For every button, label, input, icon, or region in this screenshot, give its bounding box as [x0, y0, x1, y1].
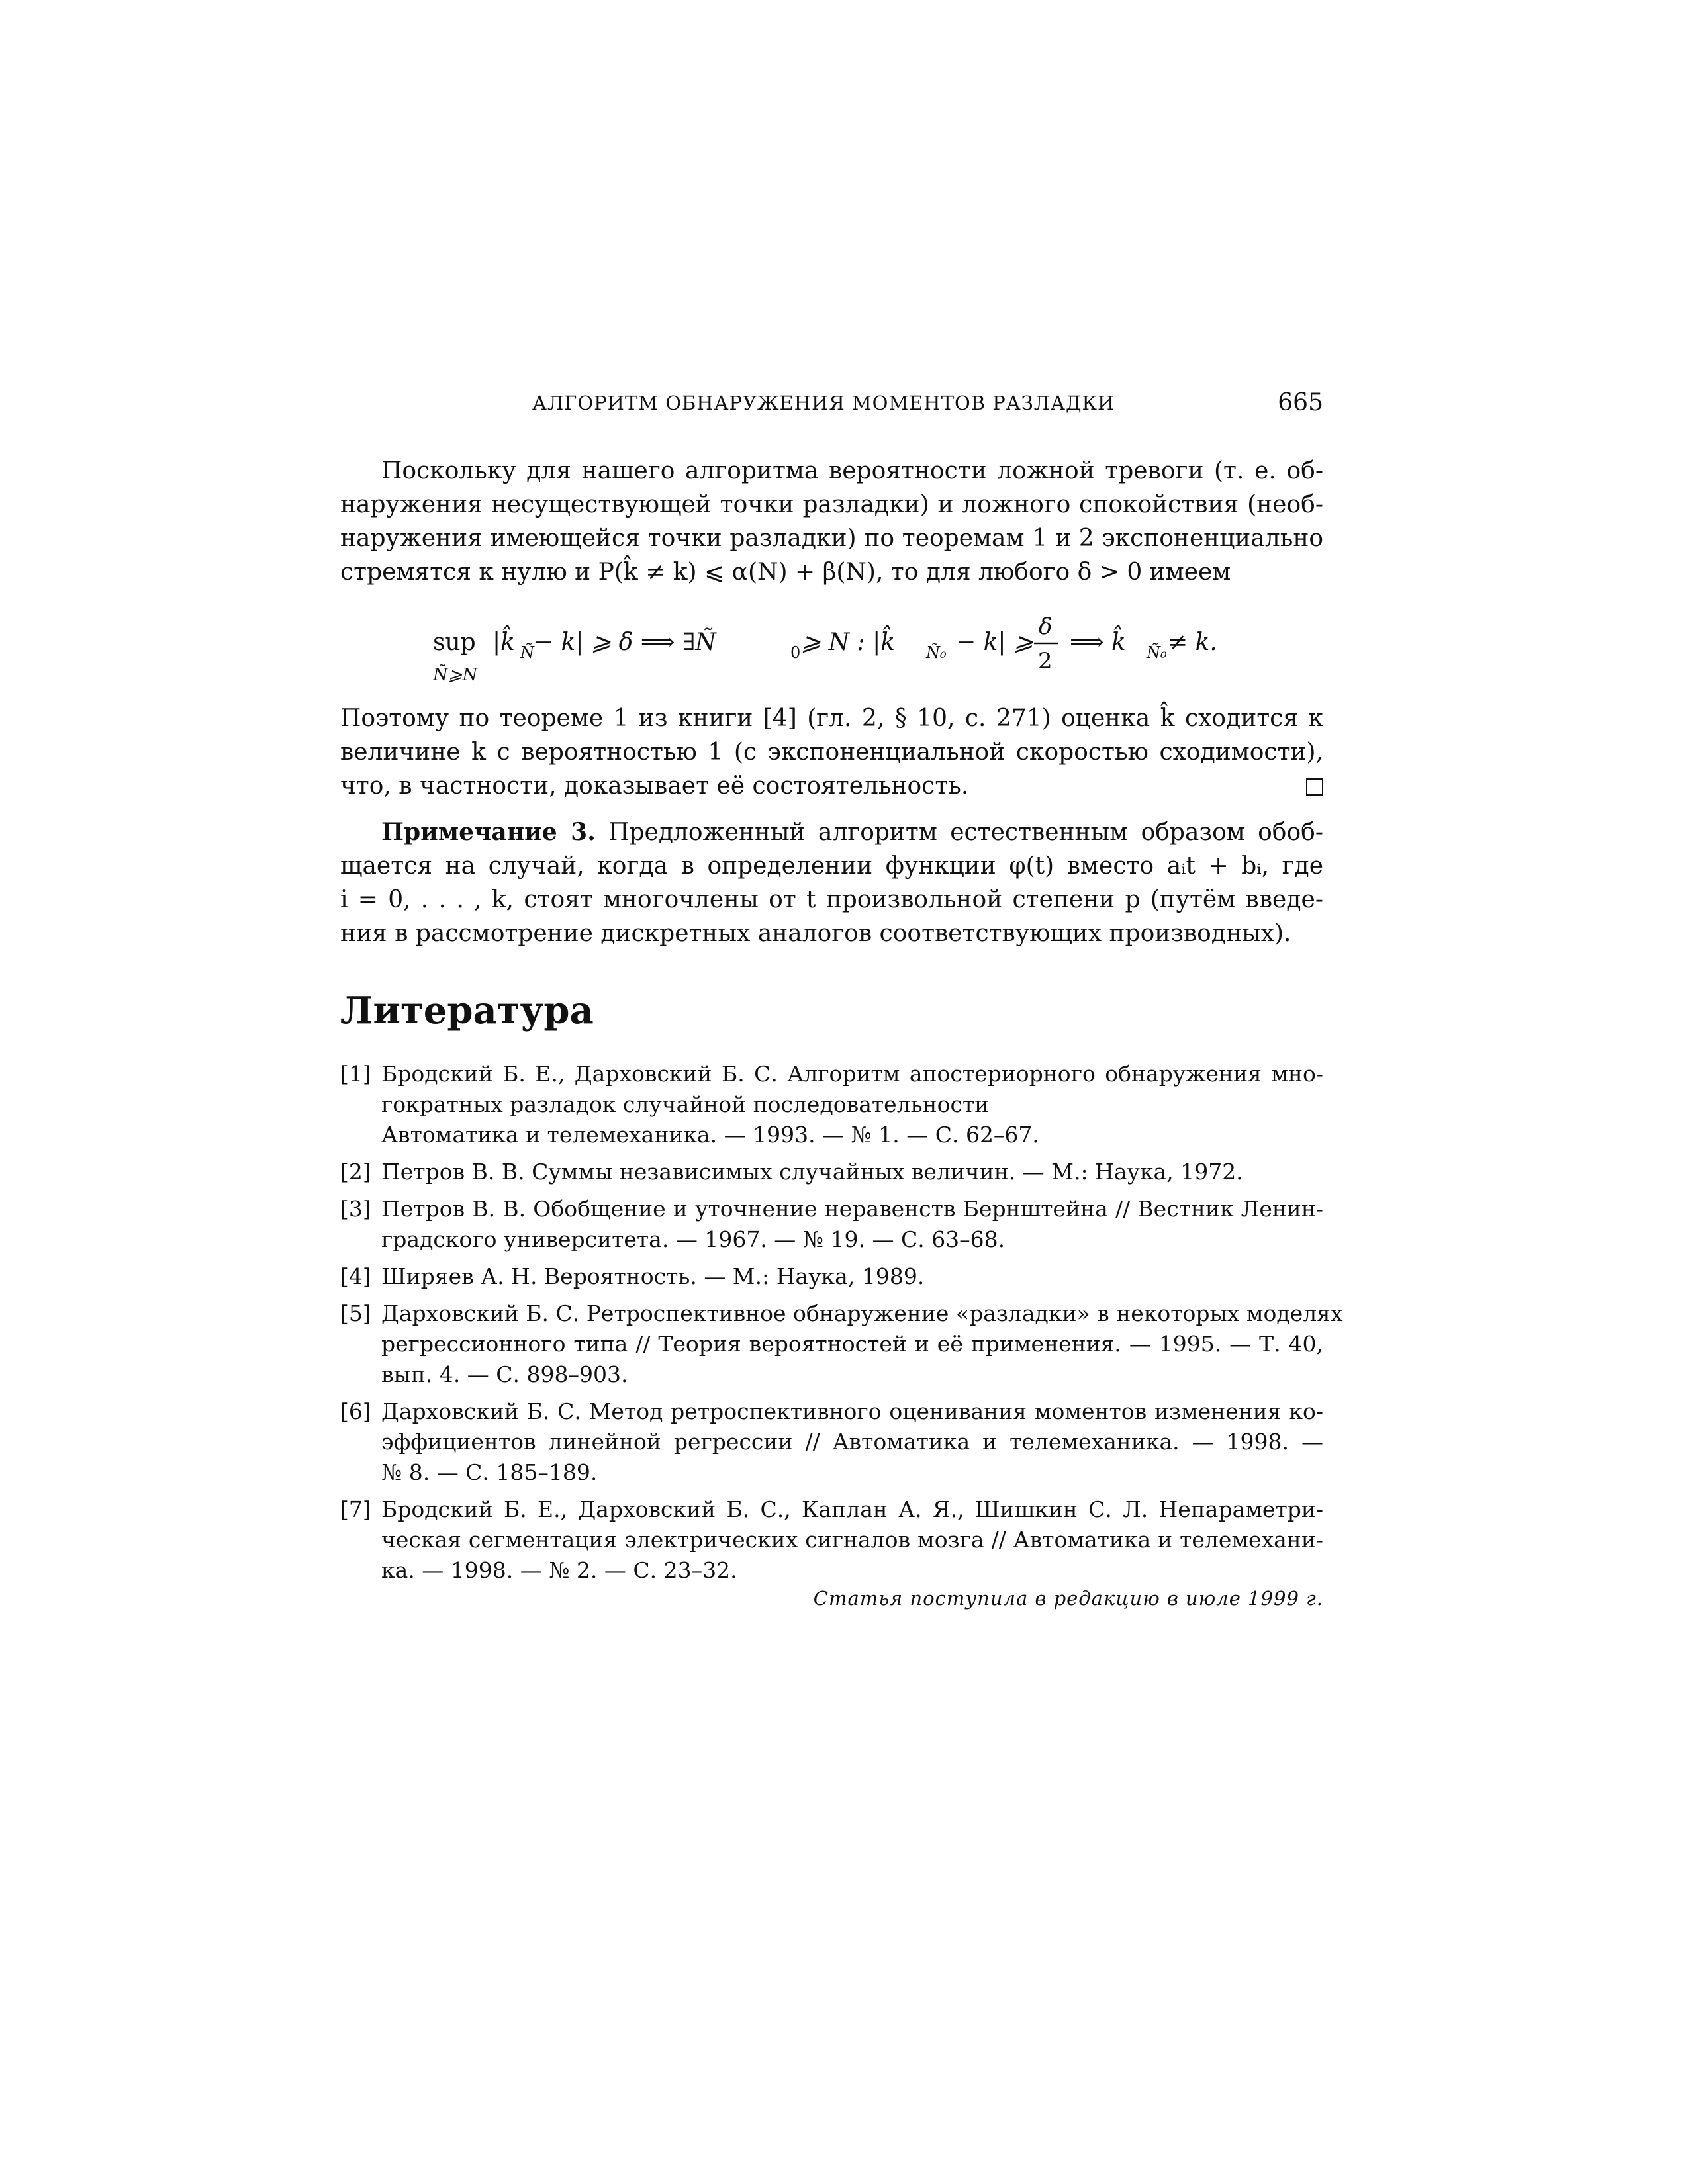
text-line: i = 0, . . . , k, стоят многочлены от t произвольной степени p (путём введе- — [340, 886, 1323, 913]
text-line: Поэтому по теореме 1 из книги [4] (гл. 2, § 10, с. 271) оценка k̂ сходится к — [340, 705, 1323, 732]
reference-line: эффициентов линейной регрессии // Автоматика и телемеханика. — 1998. — — [381, 1429, 1323, 1455]
remark-label: Примечание 3. — [381, 818, 596, 846]
reference-item — [340, 1157, 1323, 1187]
reference-number: [4] — [340, 1263, 371, 1289]
text-line: что, в частности, доказывает её состоятельность. — [340, 772, 969, 799]
formula-part: ≠ k. — [1168, 629, 1217, 656]
reference-line: Дарховский Б. С. Метод ретроспективного оценивания моментов изменения ко- — [381, 1398, 1323, 1424]
reference-text — [381, 1059, 1323, 1150]
text-line — [340, 815, 1323, 849]
remark-text: Предложенный алгоритм естественным образом обоб- — [595, 819, 1323, 846]
reference-number: [3] — [340, 1196, 371, 1222]
reference-text — [381, 1396, 1323, 1488]
paragraph-conclusion — [340, 702, 1323, 803]
text-line: стремятся к нулю и P(k̂ ≠ k) ⩽ α(N) + β(N), то для любого δ > 0 имеем — [340, 559, 1231, 586]
reference-number: [7] — [340, 1496, 371, 1522]
reference-line: Ширяев А. Н. Вероятность. — М.: Наука, 1989. — [381, 1263, 925, 1289]
formula-part: − k| ⩾ — [956, 629, 1034, 656]
formula-part: ⟹ k̂ — [1070, 629, 1126, 656]
reference-item — [340, 1396, 1323, 1488]
reference-number: [1] — [340, 1061, 371, 1087]
paragraph-text — [340, 815, 1323, 950]
reference-text — [381, 1298, 1343, 1390]
reference-line: Дарховский Б. С. Ретроспективное обнаружение «разладки» в некоторых моделях — [381, 1300, 1343, 1326]
reference-line: № 8. — С. 185–189. — [381, 1459, 598, 1485]
text-line: ния в рассмотрение дискретных аналогов соответствующих производных). — [340, 920, 1291, 947]
reference-line: ка. — 1998. — № 2. — С. 23–32. — [381, 1557, 737, 1583]
running-title: АЛГОРИТМ ОБНАРУЖЕНИЯ МОМЕНТОВ РАЗЛАДКИ — [532, 392, 1115, 414]
reference-item — [340, 1261, 1323, 1292]
qed-symbol — [1306, 778, 1323, 796]
reference-line: Бродский Б. Е., Дарховский Б. С., Каплан А. Я., Шишкин С. Л. Непараметри- — [381, 1496, 1323, 1522]
reference-number: [6] — [340, 1398, 371, 1424]
reference-number: [5] — [340, 1300, 371, 1326]
formula-subscript: 0 — [790, 643, 801, 662]
text-line: величине k с вероятностью 1 (с экспоненциальной скоростью сходимости), — [340, 739, 1323, 766]
fraction-denominator: 2 — [1038, 648, 1053, 674]
paragraph-text — [340, 702, 1323, 803]
reference-text — [381, 1194, 1323, 1255]
journal-page — [340, 0, 1343, 2184]
reference-line: регрессионного типа // Теория вероятностей и её применения. — 1995. — Т. 40, — [381, 1331, 1323, 1357]
received-date-note: Статья поступила в редакцию в июле 1999 г. — [813, 1587, 1323, 1610]
page-number: 665 — [1278, 389, 1323, 416]
text-line: Поскольку для нашего алгоритма вероятности ложной тревоги (т. е. об- — [381, 457, 1323, 484]
reference-item — [340, 1059, 1323, 1150]
reference-list — [340, 1059, 1343, 1592]
reference-line: Петров В. В. Суммы независимых случайных величин. — М.: Наука, 1972. — [381, 1159, 1243, 1185]
reference-line: гократных разладок случайной последовательности — [381, 1091, 990, 1117]
reference-item — [340, 1494, 1323, 1586]
reference-text — [381, 1494, 1323, 1586]
reference-line: вып. 4. — С. 898–903. — [381, 1361, 628, 1387]
paragraph-text — [340, 454, 1323, 589]
reference-item — [340, 1194, 1323, 1255]
formula-subscript: Ñ₀ — [1147, 643, 1167, 662]
reference-line: Автоматика и телемеханика. — 1993. — № 1. — С. 62–67. — [381, 1122, 1039, 1148]
text-line: наружения имеющейся точки разладки) по теоремам 1 и 2 экспоненциально — [340, 525, 1323, 552]
fraction-numerator: δ — [1039, 615, 1053, 640]
running-head — [340, 389, 1323, 421]
reference-item — [340, 1298, 1343, 1390]
text-line: щается на случай, когда в определении функции φ(t) вместо aᵢt + bᵢ, где — [340, 852, 1323, 880]
reference-text — [381, 1157, 1323, 1187]
formula-graphic — [433, 615, 1227, 695]
reference-number: [2] — [340, 1159, 371, 1185]
references-heading: Литература — [340, 989, 594, 1032]
formula-subscript: Ñ — [520, 643, 534, 662]
formula-part: − k| ⩾ δ ⟹ ∃Ñ — [534, 629, 716, 656]
text-line: наружения несуществующей точки разладки) и ложного спокойствия (необ- — [340, 491, 1323, 518]
reference-line: Бродский Б. Е., Дарховский Б. С. Алгоритм апостериорного обнаружения мно- — [381, 1061, 1323, 1087]
reference-line: ческая сегментация электрических сигналов мозга // Автоматика и телемехани- — [381, 1527, 1323, 1553]
reference-text — [381, 1261, 1323, 1292]
display-formula — [433, 615, 1227, 695]
formula-part: ⩾ N : |k̂ — [801, 629, 896, 656]
paragraph-proof-continuation — [340, 454, 1323, 589]
formula-subscript: Ñ₀ — [926, 643, 947, 662]
remark-paragraph — [340, 815, 1323, 950]
sup-label: sup — [433, 629, 476, 656]
reference-line: Петров В. В. Обобщение и уточнение неравенств Бернштейна // Вестник Ленин- — [381, 1196, 1323, 1222]
formula-part: |k̂ — [492, 629, 515, 656]
reference-line: градского университета. — 1967. — № 19. — С. 63–68. — [381, 1226, 1006, 1252]
sup-subscript: Ñ⩾N — [433, 665, 478, 685]
